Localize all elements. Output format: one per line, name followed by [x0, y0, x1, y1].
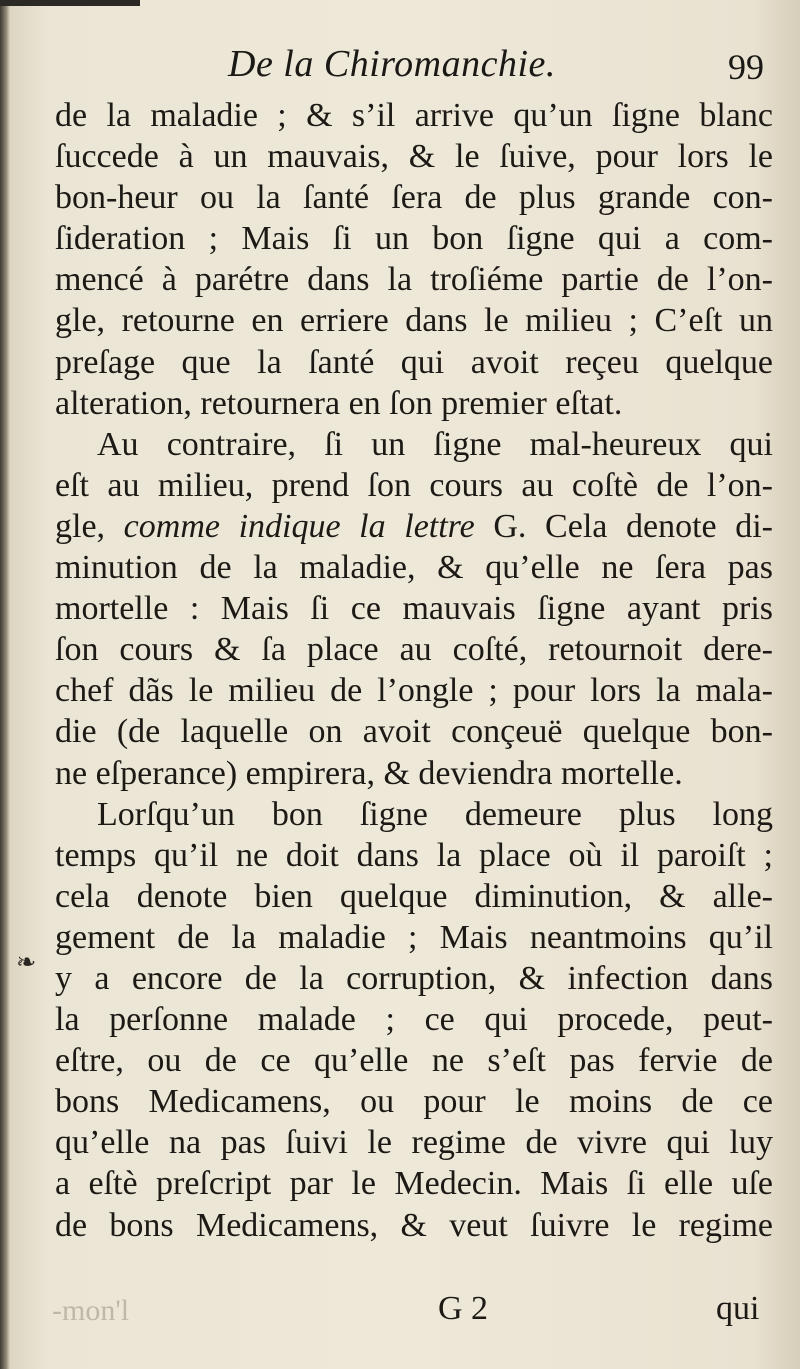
- text-line: gle, retourne en erriere dans le milieu ; C’eſt un: [55, 302, 773, 340]
- text-line: ſuccede à un mauvais, & le ſuive, pour lors le: [55, 138, 773, 176]
- text-line: preſage que la ſanté qui avoit reçeu quelque: [55, 343, 773, 381]
- bleed-through-text: -mon'l: [52, 1294, 130, 1327]
- text-line: de la maladie ; & s’il arrive qu’un ſigne blanc: [55, 97, 773, 134]
- text-line: y a encore de la corruption, & infection dans: [55, 959, 773, 997]
- signature-mark: G 2: [438, 1290, 489, 1327]
- text-line: bons Medicamens, ou pour le moins de ce: [55, 1083, 773, 1121]
- marginal-fleuron-icon: ❧: [16, 948, 37, 976]
- text-line: temps qu’il ne doit dans la place où il paroiſt ;: [55, 836, 773, 874]
- page-footer: [0, 1290, 800, 1340]
- text-line: ſideration ; Mais ſi un bon ſigne qui a com-: [55, 220, 773, 258]
- top-edge-mark: [0, 0, 140, 6]
- page-number: 99: [728, 47, 764, 87]
- text-line: Lorſqu’un bon ſigne demeure plus long: [97, 795, 773, 833]
- running-title: De la Chiromanchie.: [228, 43, 556, 85]
- page-header: [0, 42, 800, 98]
- italic-phrase: comme indique la lettre: [123, 507, 475, 545]
- text-line: cela denote bien quelque diminution, & alle-: [55, 877, 773, 915]
- text-line: bon-heur ou la ſanté ſera de plus grande con-: [55, 179, 773, 217]
- text-line: mortelle : Mais ſi ce mauvais ſigne ayant pris: [55, 590, 773, 628]
- text-line: ſon cours & ſa place au coſté, retournoit dere-: [55, 631, 773, 669]
- text-line: gement de la maladie ; Mais neantmoins qu’il: [55, 918, 773, 956]
- binding-shadow: [0, 0, 10, 1369]
- text-line: la perſonne malade ; ce qui procede, peut-: [55, 1001, 773, 1039]
- text-line: chef dãs le milieu de l’ongle ; pour lors la mala-: [55, 672, 773, 710]
- text-line: minution de la maladie, & qu’elle ne ſera pas: [55, 549, 773, 587]
- catchword: qui: [716, 1290, 760, 1327]
- text-line: ne eſperance) empirera, & deviendra mortelle.: [55, 754, 683, 792]
- text-line: Au contraire, ſi un ſigne mal-heureux qui: [97, 425, 773, 463]
- text-line: a eſtè preſcript par le Medecin. Mais ſi elle uſe: [55, 1165, 773, 1203]
- text-line: de bons Medicamens, & veut ſuivre le regime: [55, 1206, 773, 1244]
- text-line: gle, comme indique la lettre G. Cela denote di-: [55, 507, 773, 545]
- text-line: qu’elle na pas ſuivi le regime de vivre qui luy: [55, 1124, 773, 1162]
- text-line: eſtre, ou de ce qu’elle ne s’eſt pas fervie de: [55, 1042, 773, 1080]
- text-line: eſt au milieu, prend ſon cours au coſtè de l’on-: [55, 466, 773, 504]
- text-line: mencé à parétre dans la troſiéme partie de l’on-: [55, 261, 773, 299]
- text-line: alteration, retournera en ſon premier eſtat.: [55, 384, 623, 422]
- text-line: die (de laquelle on avoit conçeuë quelque bon-: [55, 713, 773, 751]
- body-text: [55, 95, 773, 1246]
